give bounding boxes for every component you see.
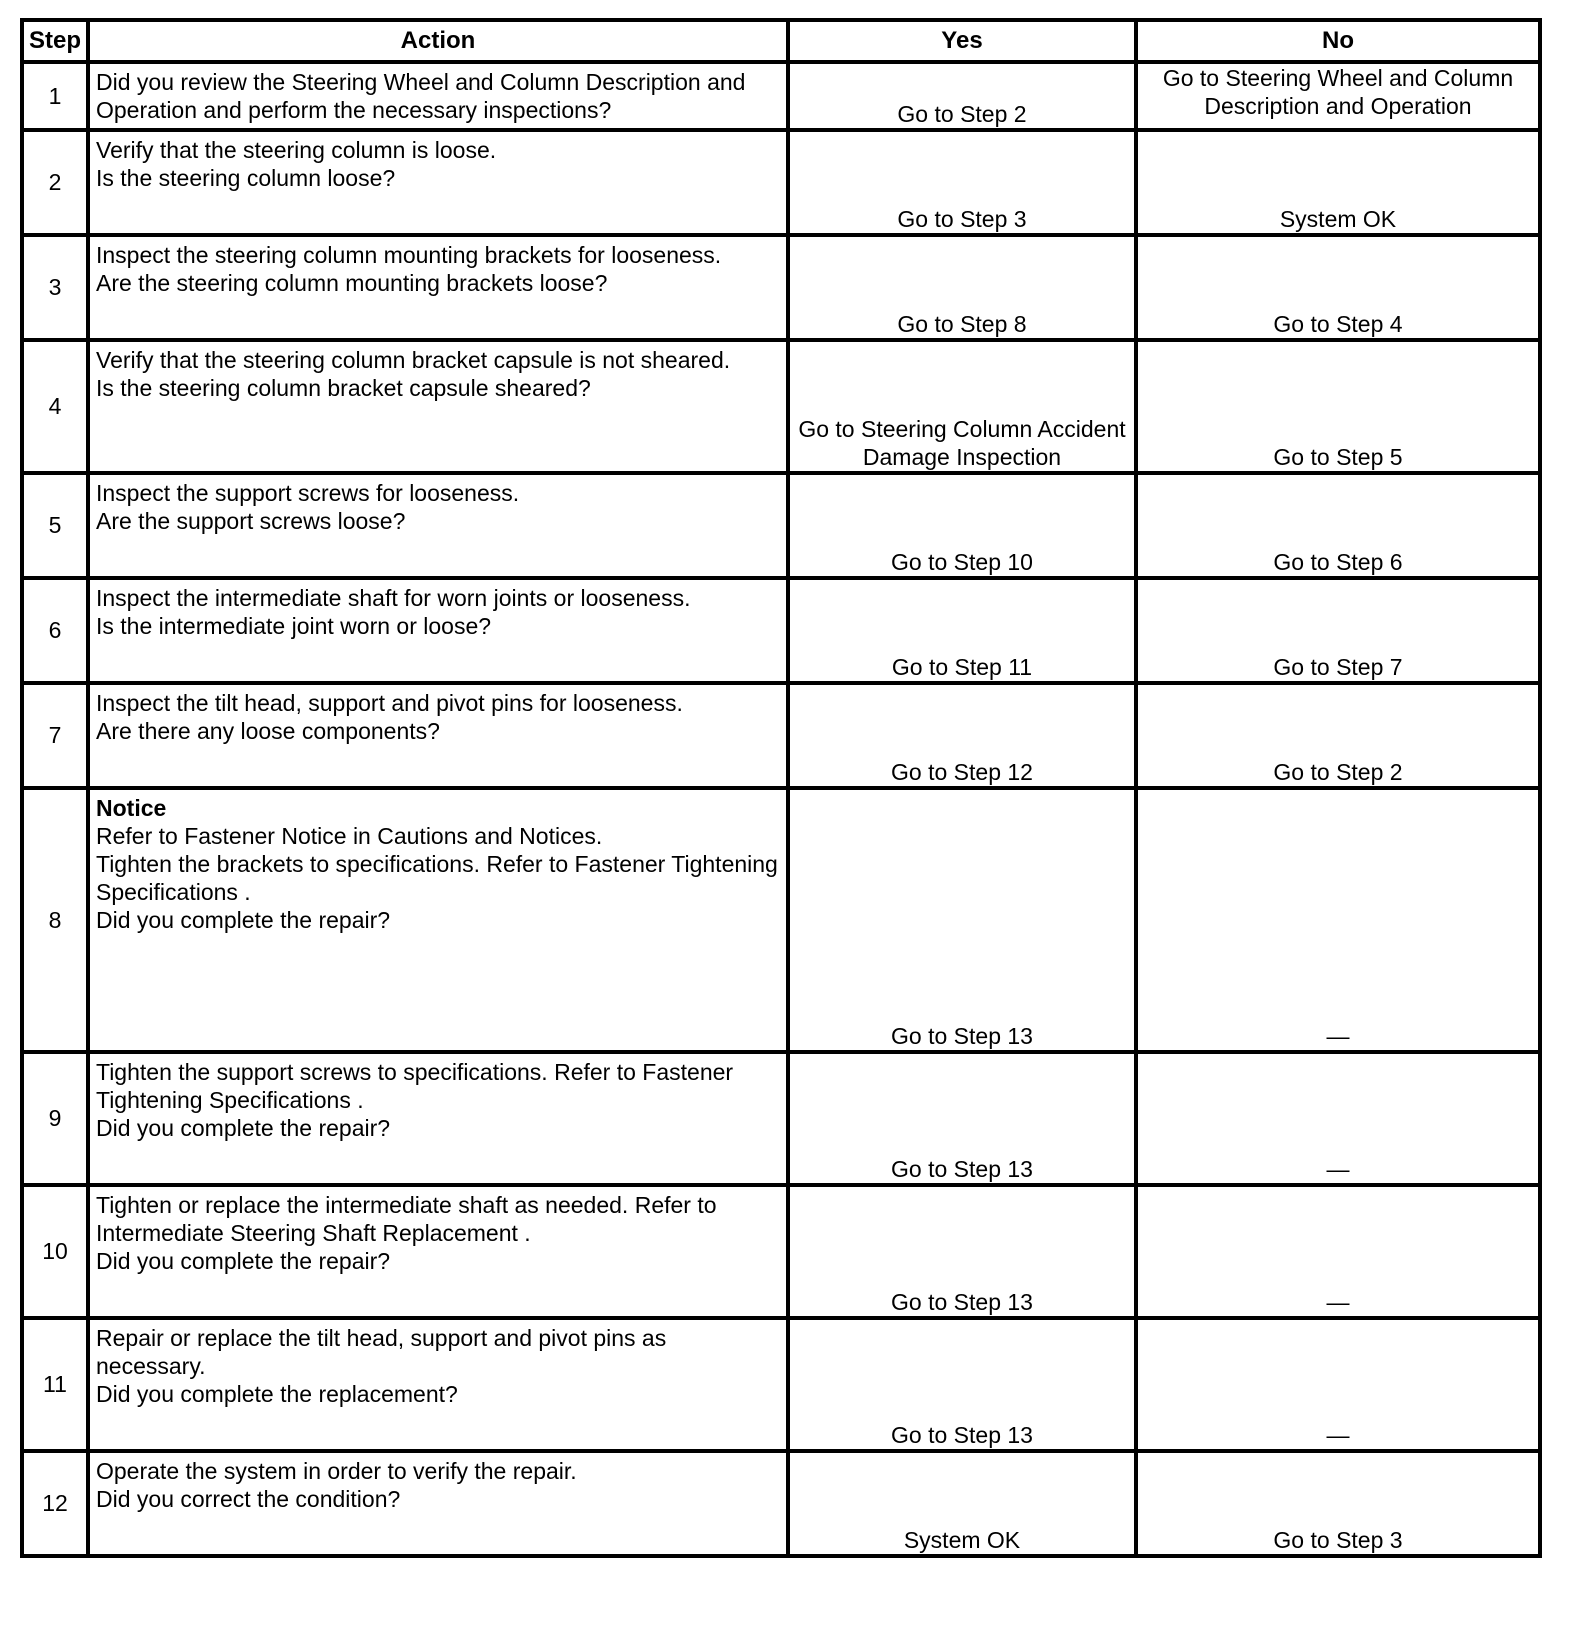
action-cell [88, 1318, 788, 1451]
yes-result: Go to Step 13 [788, 1318, 1136, 1451]
step-number: 12 [22, 1451, 88, 1556]
action-question: Are there any loose components? [96, 718, 440, 744]
action-text: Inspect the steering column mounting brackets for looseness. [96, 242, 722, 268]
action-question: Did you complete the replacement? [96, 1381, 458, 1407]
yes-result: Go to Step 13 [788, 788, 1136, 1052]
no-result: — [1136, 788, 1540, 1052]
no-result: — [1136, 1052, 1540, 1185]
action-cell [88, 62, 788, 130]
action-question: Is the steering column bracket capsule sheared? [96, 375, 591, 401]
yes-result: Go to Step 3 [788, 130, 1136, 235]
action-text: Tighten or replace the intermediate shaft as needed. Refer to Intermediate Steering Shaft Replacement . [96, 1192, 717, 1246]
no-result: Go to Step 6 [1136, 473, 1540, 578]
no-result: Go to Step 7 [1136, 578, 1540, 683]
diagnostic-table [20, 18, 1542, 1558]
no-result: Go to Steering Wheel and Column Description and Operation [1136, 62, 1540, 130]
table-row [22, 578, 1540, 683]
action-cell [88, 578, 788, 683]
notice-heading: Notice [96, 795, 167, 821]
action-text: Tighten the brackets to specifications. Refer to Fastener Tightening Specifications . [96, 851, 778, 905]
yes-result: Go to Step 8 [788, 235, 1136, 340]
no-result: Go to Step 5 [1136, 340, 1540, 473]
action-cell [88, 1451, 788, 1556]
step-number: 1 [22, 62, 88, 130]
step-number: 5 [22, 473, 88, 578]
yes-result: Go to Steering Column Accident Damage Inspection [788, 340, 1136, 473]
header-action: Action [88, 20, 788, 62]
action-text: Inspect the intermediate shaft for worn joints or looseness. [96, 585, 691, 611]
action-text: Refer to Fastener Notice in Cautions and Notices. [96, 823, 603, 849]
header-step: Step [22, 20, 88, 62]
no-result: System OK [1136, 130, 1540, 235]
action-question: Are the support screws loose? [96, 508, 406, 534]
table-row [22, 1185, 1540, 1318]
no-result: Go to Step 4 [1136, 235, 1540, 340]
yes-result: Go to Step 13 [788, 1052, 1136, 1185]
action-question: Did you complete the repair? [96, 907, 391, 933]
yes-result: System OK [788, 1451, 1136, 1556]
action-cell [88, 473, 788, 578]
action-question: Is the steering column loose? [96, 165, 396, 191]
table-row [22, 340, 1540, 473]
header-yes: Yes [788, 20, 1136, 62]
step-number: 3 [22, 235, 88, 340]
action-cell [88, 788, 788, 1052]
action-cell [88, 235, 788, 340]
action-question: Is the intermediate joint worn or loose? [96, 613, 492, 639]
header-no: No [1136, 20, 1540, 62]
step-number: 11 [22, 1318, 88, 1451]
action-text: Did you review the Steering Wheel and Column Description and Operation and perform the necessary inspections? [96, 69, 746, 123]
step-number: 8 [22, 788, 88, 1052]
step-number: 4 [22, 340, 88, 473]
action-cell [88, 683, 788, 788]
header-row [22, 20, 1540, 62]
table-row [22, 1451, 1540, 1556]
step-number: 7 [22, 683, 88, 788]
yes-result: Go to Step 2 [788, 62, 1136, 130]
step-number: 10 [22, 1185, 88, 1318]
no-result: — [1136, 1318, 1540, 1451]
action-text: Tighten the support screws to specifications. Refer to Fastener Tightening Specifications . [96, 1059, 734, 1113]
table-row [22, 683, 1540, 788]
table-row [22, 1318, 1540, 1451]
action-question: Did you correct the condition? [96, 1486, 401, 1512]
table-row [22, 788, 1540, 1052]
step-number: 6 [22, 578, 88, 683]
action-question: Are the steering column mounting brackets loose? [96, 270, 608, 296]
yes-result: Go to Step 11 [788, 578, 1136, 683]
step-number: 2 [22, 130, 88, 235]
action-cell [88, 340, 788, 473]
no-result: Go to Step 2 [1136, 683, 1540, 788]
no-result: Go to Step 3 [1136, 1451, 1540, 1556]
action-cell [88, 1052, 788, 1185]
table-row [22, 235, 1540, 340]
action-question: Did you complete the repair? [96, 1248, 391, 1274]
yes-result: Go to Step 10 [788, 473, 1136, 578]
no-result: — [1136, 1185, 1540, 1318]
action-text: Repair or replace the tilt head, support and pivot pins as necessary. [96, 1325, 667, 1379]
action-text: Verify that the steering column bracket capsule is not sheared. [96, 347, 731, 373]
table-row [22, 130, 1540, 235]
action-cell [88, 130, 788, 235]
table-row [22, 1052, 1540, 1185]
yes-result: Go to Step 12 [788, 683, 1136, 788]
table-row [22, 473, 1540, 578]
action-text: Verify that the steering column is loose. [96, 137, 497, 163]
action-text: Inspect the tilt head, support and pivot pins for looseness. [96, 690, 683, 716]
action-text: Inspect the support screws for looseness. [96, 480, 520, 506]
action-text: Operate the system in order to verify the repair. [96, 1458, 577, 1484]
action-cell [88, 1185, 788, 1318]
step-number: 9 [22, 1052, 88, 1185]
yes-result: Go to Step 13 [788, 1185, 1136, 1318]
table-row [22, 62, 1540, 130]
action-question: Did you complete the repair? [96, 1115, 391, 1141]
